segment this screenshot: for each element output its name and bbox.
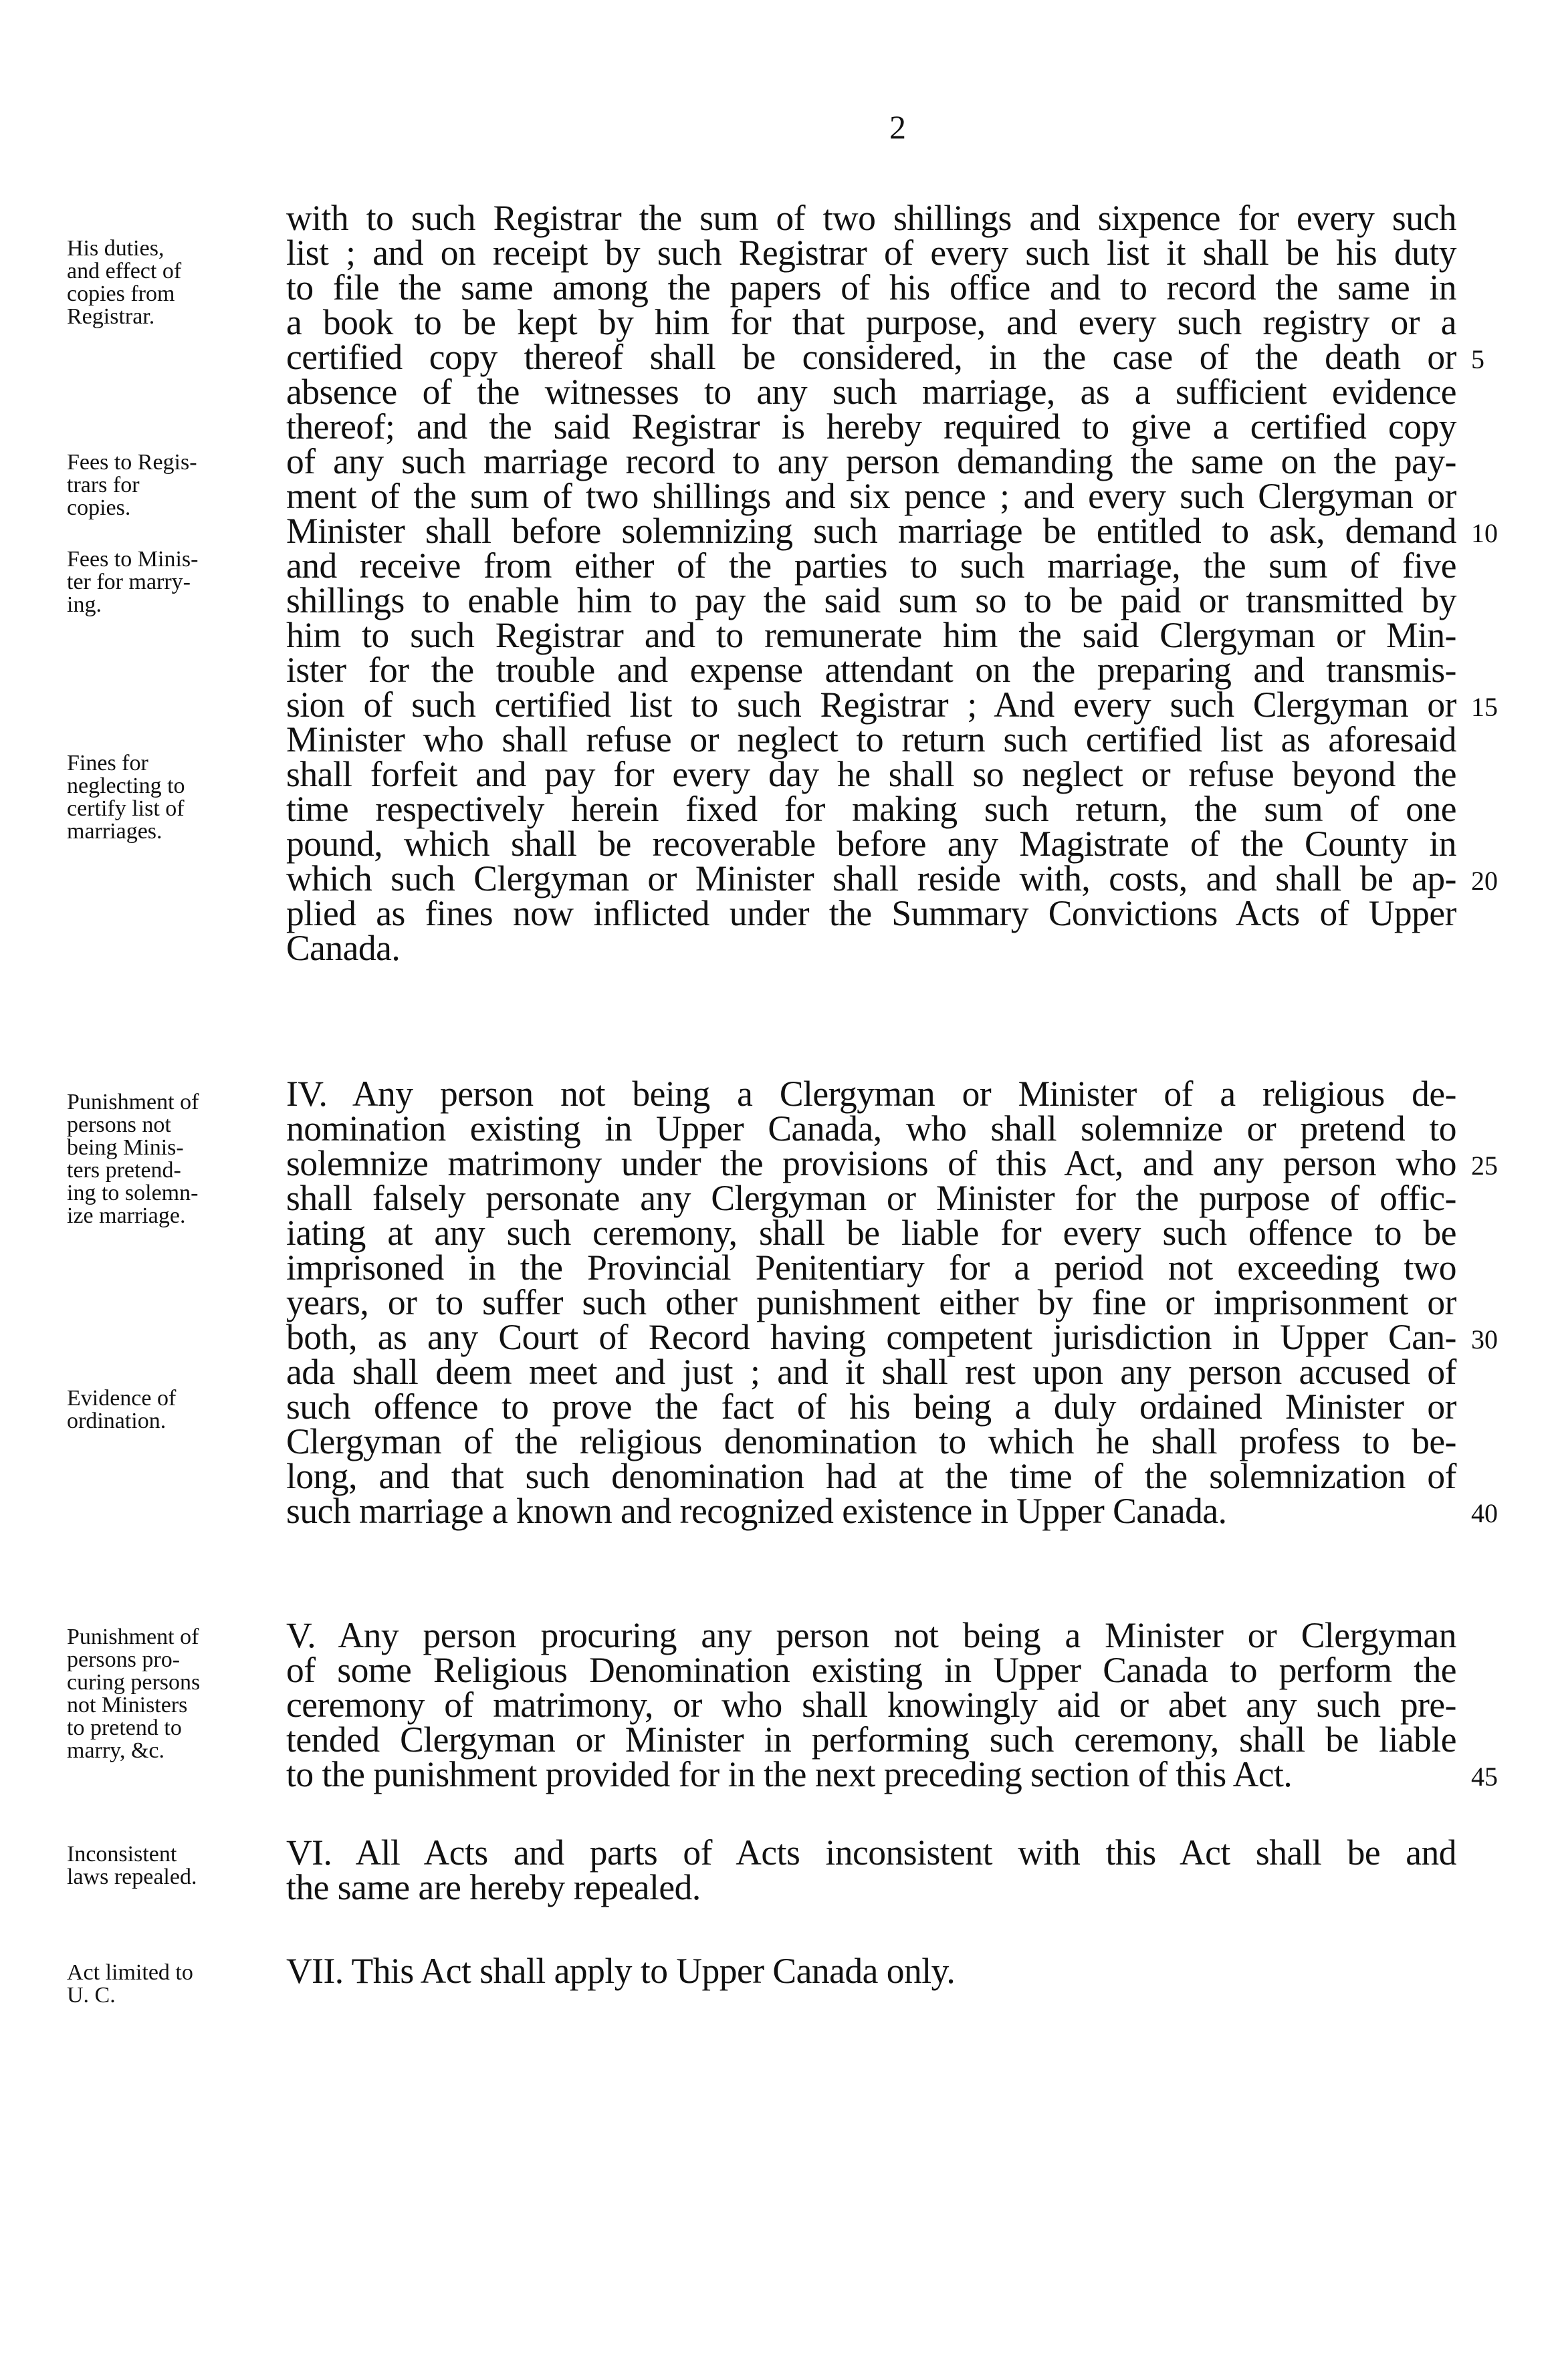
text-line: with to such Registrar the sum of two shillings and sixpence for every such bbox=[286, 198, 1456, 238]
margin-note-line: Act limited to bbox=[67, 1960, 193, 1985]
text-line: VI. All Acts and parts of Acts inconsistent with this Act shall be and bbox=[286, 1832, 1456, 1873]
text-line: certified copy thereof shall be considered, in the case of the death or bbox=[286, 337, 1456, 377]
text-line: ceremony of matrimony, or who shall knowingly aid or abet any such pre- bbox=[286, 1685, 1456, 1725]
line-number: 45 bbox=[1471, 1762, 1498, 1792]
text-line: and receive from either of the parties to such marriage, the sum of five bbox=[286, 546, 1456, 586]
margin-note bbox=[67, 1387, 281, 1433]
text-line: sion of such certified list to such Registrar ; And every such Clergyman or bbox=[286, 685, 1456, 725]
text-line: the same are hereby repealed. bbox=[286, 1867, 701, 1907]
margin-note-line: marriages. bbox=[67, 819, 162, 844]
text-line: VII. This Act shall apply to Upper Canada only. bbox=[286, 1951, 956, 1991]
text-line: of any such marriage record to any person demanding the same on the pay- bbox=[286, 441, 1456, 481]
margin-note-line: neglecting to bbox=[67, 774, 185, 798]
margin-note-line: Evidence of bbox=[67, 1386, 177, 1411]
text-line: years, or to suffer such other punishment either by fine or imprisonment or bbox=[286, 1282, 1456, 1322]
text-line: absence of the witnesses to any such marriage, as a sufficient evidence bbox=[286, 372, 1456, 412]
text-line: imprisoned in the Provincial Penitentiary for a period not exceeding two bbox=[286, 1247, 1456, 1288]
margin-note-line: Fines for bbox=[67, 751, 148, 776]
margin-note-line: Registrar. bbox=[67, 304, 155, 329]
margin-note-line: not Ministers bbox=[67, 1693, 188, 1717]
margin-note bbox=[67, 1626, 281, 1762]
margin-note-line: copies from bbox=[67, 281, 175, 306]
text-line: such offence to prove the fact of his being a duly ordained Minister or bbox=[286, 1387, 1456, 1427]
margin-note-line: being Minis- bbox=[67, 1135, 184, 1160]
text-line: shillings to enable him to pay the said sum so to be paid or transmitted by bbox=[286, 580, 1456, 620]
text-line: shall falsely personate any Clergyman or Minister for the purpose of offic- bbox=[286, 1178, 1456, 1218]
margin-note-line: Punishment of bbox=[67, 1625, 199, 1649]
margin-note-line: His duties, bbox=[67, 236, 164, 261]
section-body bbox=[286, 1832, 1456, 1907]
margin-note bbox=[67, 548, 281, 616]
margin-note-line: ize marriage. bbox=[67, 1203, 186, 1228]
text-line: shall forfeit and pay for every day he shall so neglect or refuse beyond the bbox=[286, 754, 1456, 794]
margin-note-line: ing to solemn- bbox=[67, 1181, 199, 1205]
section-body bbox=[286, 1074, 1456, 1531]
text-line: tended Clergyman or Minister in performing such ceremony, shall be liable bbox=[286, 1719, 1456, 1760]
margin-note-line: persons pro- bbox=[67, 1647, 181, 1672]
line-number: 15 bbox=[1471, 692, 1498, 722]
line-number: 5 bbox=[1471, 344, 1484, 374]
margin-note-line: ters pretend- bbox=[67, 1158, 181, 1183]
text-line: list ; and on receipt by such Registrar of every such list it shall be his duty bbox=[286, 233, 1456, 273]
text-line: of some Religious Denomination existing in Upper Canada to perform the bbox=[286, 1650, 1456, 1690]
margin-note-line: and effect of bbox=[67, 259, 182, 283]
text-line: to the punishment provided for in the next preceding section of this Act. bbox=[286, 1754, 1293, 1794]
margin-note bbox=[67, 451, 281, 519]
margin-note-line: Inconsistent bbox=[67, 1842, 177, 1867]
text-line: him to such Registrar and to remunerate him the said Clergyman or Min- bbox=[286, 615, 1456, 655]
margin-note-line: certify list of bbox=[67, 796, 185, 821]
text-line: iating at any such ceremony, shall be liable for every such offence to be bbox=[286, 1213, 1456, 1253]
section-body bbox=[286, 198, 1456, 968]
page-number: 2 bbox=[889, 108, 906, 146]
text-line: Minister shall before solemnizing such marriage be entitled to ask, demand bbox=[286, 511, 1456, 551]
margin-note-line: ter for marry- bbox=[67, 570, 191, 594]
text-line: V. Any person procuring any person not being a Minister or Clergyman bbox=[286, 1615, 1456, 1655]
text-line: a book to be kept by him for that purpose, and every such registry or a bbox=[286, 302, 1456, 342]
margin-note bbox=[67, 1091, 281, 1227]
text-line: long, and that such denomination had at the time of the solemnization of bbox=[286, 1456, 1456, 1496]
margin-note-line: Fees to Minis- bbox=[67, 547, 199, 572]
margin-note-line: curing persons bbox=[67, 1670, 201, 1695]
text-line: time respectively herein fixed for making such return, the sum of one bbox=[286, 789, 1456, 829]
text-line: such marriage a known and recognized existence in Upper Canada. bbox=[286, 1491, 1227, 1531]
text-line: Minister who shall refuse or neglect to return such certified list as aforesaid bbox=[286, 719, 1456, 759]
margin-note bbox=[67, 1843, 281, 1889]
margin-note-line: ordination. bbox=[67, 1409, 166, 1433]
margin-note bbox=[67, 752, 281, 843]
text-line: ada shall deem meet and just ; and it shall rest upon any person accused of bbox=[286, 1352, 1456, 1392]
margin-note-line: ing. bbox=[67, 592, 102, 617]
line-number: 10 bbox=[1471, 518, 1498, 548]
line-number: 30 bbox=[1471, 1324, 1498, 1354]
margin-note bbox=[67, 237, 281, 328]
margin-note-line: Punishment of bbox=[67, 1090, 199, 1114]
text-line: thereof; and the said Registrar is hereby required to give a certified copy bbox=[286, 406, 1456, 447]
text-line: IV. Any person not being a Clergyman or Minister of a religious de- bbox=[286, 1074, 1456, 1114]
margin-note-line: persons not bbox=[67, 1112, 171, 1137]
section-body bbox=[286, 1615, 1456, 1794]
margin-note-line: U. C. bbox=[67, 1983, 116, 2008]
margin-note-line: laws repealed. bbox=[67, 1865, 197, 1889]
line-number: 40 bbox=[1471, 1498, 1498, 1528]
line-number: 20 bbox=[1471, 866, 1498, 896]
section-body bbox=[286, 1951, 1456, 1991]
margin-note-line: trars for bbox=[67, 473, 140, 497]
margin-note-line: copies. bbox=[67, 495, 131, 520]
text-line: Canada. bbox=[286, 928, 401, 968]
text-line: which such Clergyman or Minister shall reside with, costs, and shall be ap- bbox=[286, 858, 1456, 899]
margin-note bbox=[67, 1961, 281, 2007]
text-line: pound, which shall be recoverable before any Magistrate of the County in bbox=[286, 824, 1456, 864]
text-line: ister for the trouble and expense attendant on the preparing and transmis- bbox=[286, 650, 1456, 690]
text-line: Clergyman of the religious denomination to which he shall profess to be- bbox=[286, 1421, 1456, 1461]
text-line: both, as any Court of Record having competent jurisdiction in Upper Can- bbox=[286, 1317, 1456, 1357]
text-line: nomination existing in Upper Canada, who shall solemnize or pretend to bbox=[286, 1108, 1456, 1149]
line-number: 25 bbox=[1471, 1151, 1498, 1181]
text-line: plied as fines now inflicted under the Summary Convictions Acts of Upper bbox=[286, 893, 1456, 933]
margin-note-line: marry, &c. bbox=[67, 1738, 165, 1763]
text-line: ment of the sum of two shillings and six pence ; and every such Clergyman or bbox=[286, 476, 1456, 516]
text-line: to file the same among the papers of his office and to record the same in bbox=[286, 267, 1456, 308]
text-line: solemnize matrimony under the provisions of this Act, and any person who bbox=[286, 1143, 1456, 1183]
margin-note-line: to pretend to bbox=[67, 1715, 182, 1740]
margin-note-line: Fees to Regis- bbox=[67, 450, 197, 475]
